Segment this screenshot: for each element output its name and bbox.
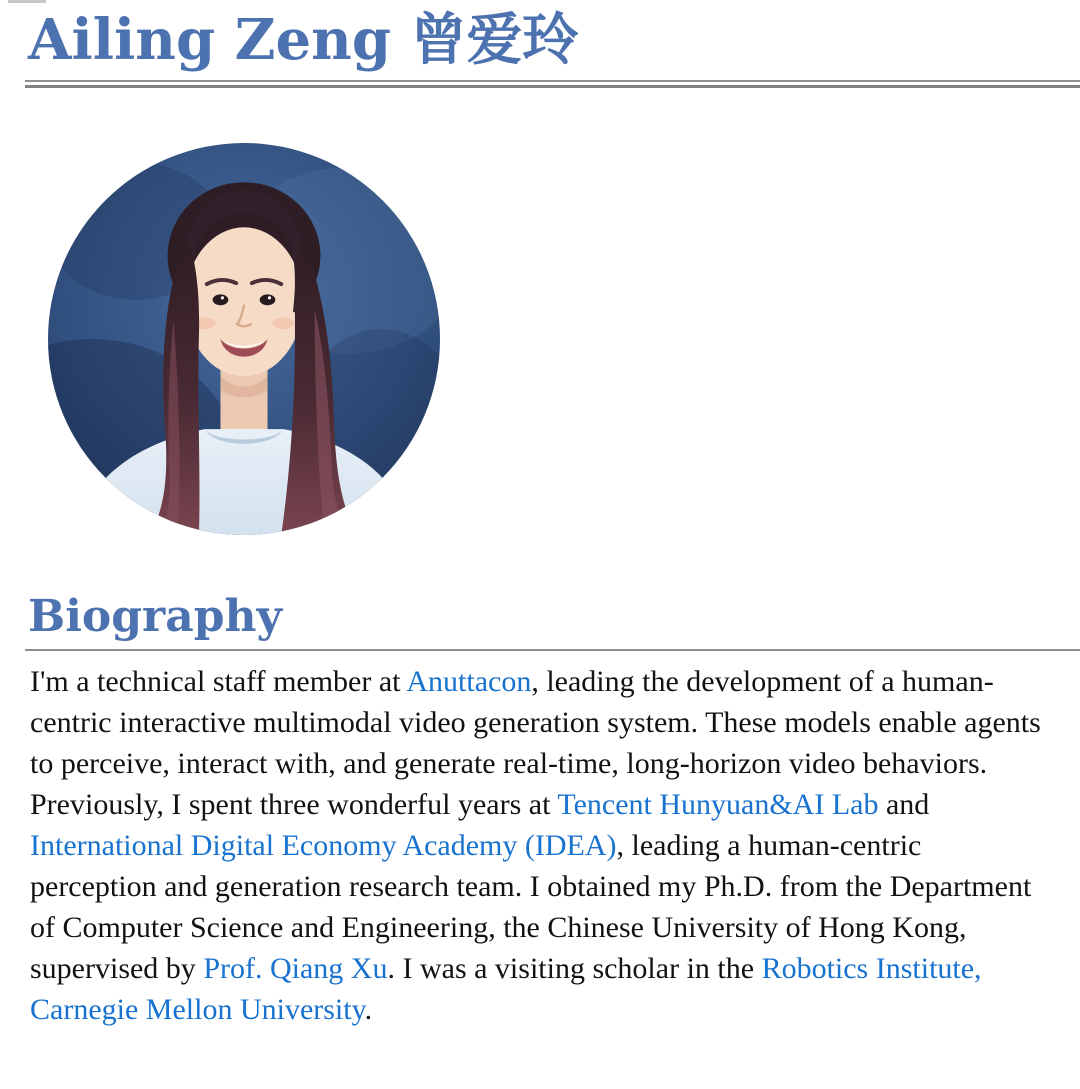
biography-text: [30, 661, 1042, 1030]
profile-photo: [48, 143, 440, 535]
top-edge-artifact: [8, 0, 46, 3]
page-title: Ailing Zeng 曾爱玲: [28, 7, 579, 73]
link-idea[interactable]: International Digital Economy Academy (IDEA): [30, 829, 617, 862]
title-divider: [25, 80, 1080, 88]
bio-text: and: [878, 788, 930, 821]
link-tencent-hunyuan-ai-lab[interactable]: Tencent Hunyuan&AI Lab: [557, 788, 879, 821]
biography-divider: [25, 649, 1080, 651]
bio-text: . I was a visiting scholar in the: [387, 952, 762, 985]
link-prof-qiang-xu[interactable]: Prof. Qiang Xu: [203, 952, 388, 985]
bio-text: I'm a technical staff member at: [30, 665, 407, 698]
portrait-photo-graphic: [48, 143, 440, 535]
link-robotics-institute-cmu[interactable]: Robotics Institute, Carnegie Mellon University: [30, 952, 982, 1026]
link-anuttacon[interactable]: Anuttacon: [406, 665, 532, 698]
biography-heading: Biography: [28, 591, 283, 642]
bio-text: , leading a human-centric perception and generation research team. I obtained my Ph.D. from the Department of Computer Science and Engineering, the Chinese University of Hong Kong, supervised by: [30, 829, 1032, 985]
bio-text: , leading the development of a human-centric interactive multimodal video generation system. These models enable agents to perceive, interact with, and generate real-time, long-horizon video behaviors. Previously, I spent three wonderful years at: [30, 665, 1041, 821]
bio-text: .: [364, 993, 373, 1026]
